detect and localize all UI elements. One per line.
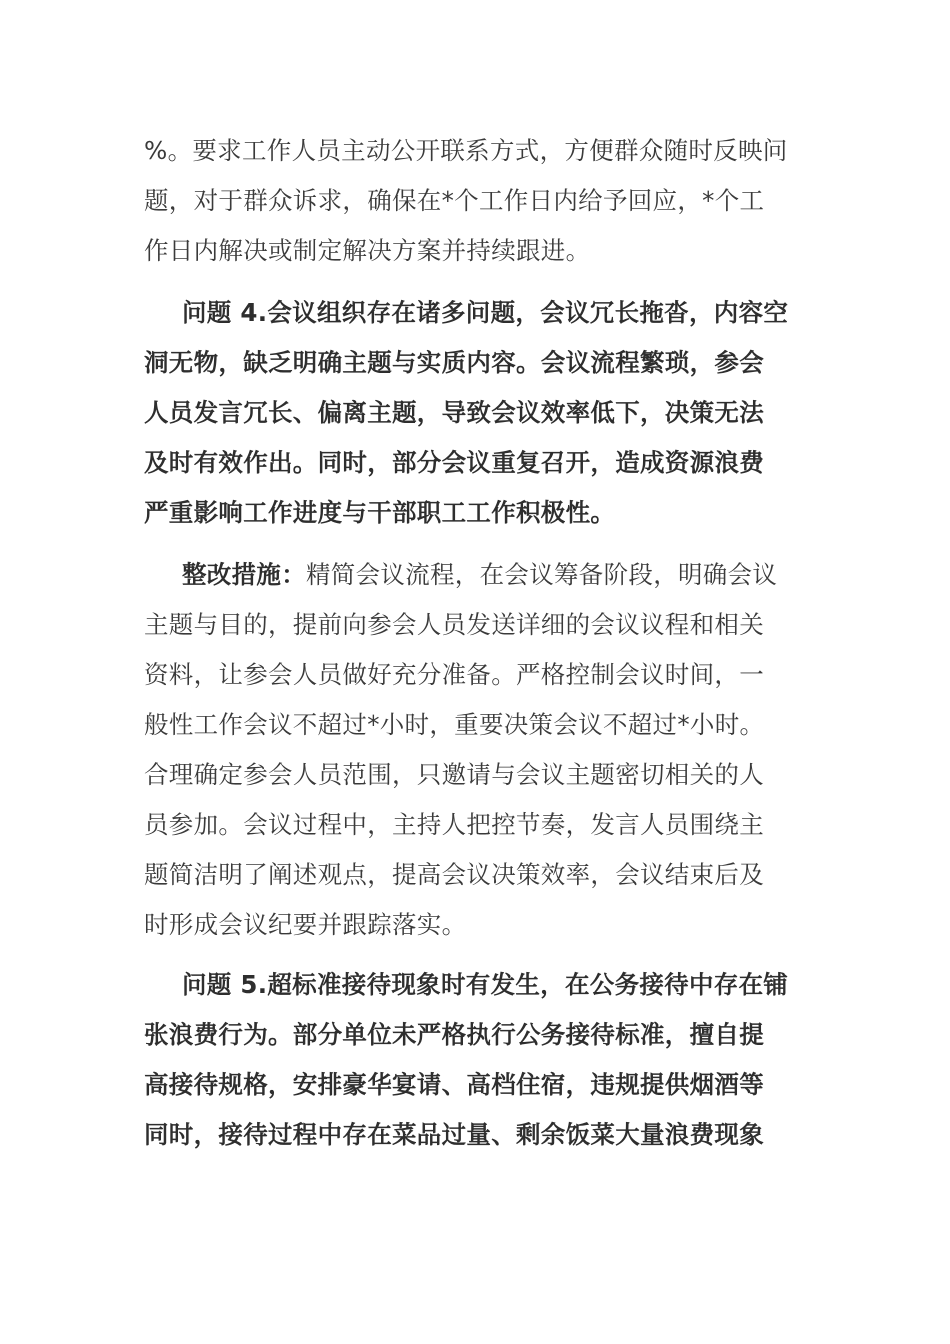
text-line: %。要求工作人员主动公开联系方式，方便群众随时反映问 bbox=[144, 136, 788, 165]
text-line: 作日内解决或制定解决方案并持续跟进。 bbox=[144, 236, 591, 265]
measures-label: 整改措施： bbox=[182, 560, 306, 589]
text-line-bold: 洞无物，缺乏明确主题与实质内容。会议流程繁琐，参会 bbox=[144, 348, 764, 377]
text-line: 时形成会议纪要并跟踪落实。 bbox=[144, 910, 467, 939]
text-line-bold: 人员发言冗长、偏离主题，导致会议效率低下，决策无法 bbox=[144, 398, 764, 427]
text-line-bold: 及时有效作出。同时，部分会议重复召开，造成资源浪费 bbox=[144, 448, 764, 477]
text-line: 主题与目的，提前向参会人员发送详细的会议议程和相关 bbox=[144, 610, 764, 639]
text-line: 员参加。会议过程中，主持人把控节奏，发言人员围绕主 bbox=[144, 810, 764, 839]
text-line: 合理确定参会人员范围，只邀请与会议主题密切相关的人 bbox=[144, 760, 764, 789]
text-line-bold: 张浪费行为。部分单位未严格执行公务接待标准，擅自提 bbox=[144, 1020, 764, 1049]
measures-line bbox=[182, 550, 808, 600]
text-line: 题简洁明了阐述观点，提高会议决策效率，会议结束后及 bbox=[144, 860, 764, 889]
text-line-bold: 高接待规格，安排豪华宴请、高档住宿，违规提供烟酒等 bbox=[144, 1070, 764, 1099]
problem-4-heading: 问题 4.会议组织存在诸多问题，会议冗长拖沓，内容空 bbox=[182, 298, 789, 327]
text-line: 资料，让参会人员做好充分准备。严格控制会议时间，一 bbox=[144, 660, 764, 689]
text-line: 般性工作会议不超过*小时，重要决策会议不超过*小时。 bbox=[144, 710, 765, 739]
text-line: 题，对于群众诉求，确保在*个工作日内给予回应，*个工 bbox=[144, 186, 765, 215]
measures-text: 精简会议流程，在会议筹备阶段，明确会议 bbox=[306, 560, 778, 589]
problem-5-heading: 问题 5.超标准接待现象时有发生，在公务接待中存在铺 bbox=[182, 970, 789, 999]
text-line-bold: 同时，接待过程中存在菜品过量、剩余饭菜大量浪费现象 bbox=[144, 1120, 764, 1149]
text-line-bold: 严重影响工作进度与干部职工工作积极性。 bbox=[144, 498, 616, 527]
